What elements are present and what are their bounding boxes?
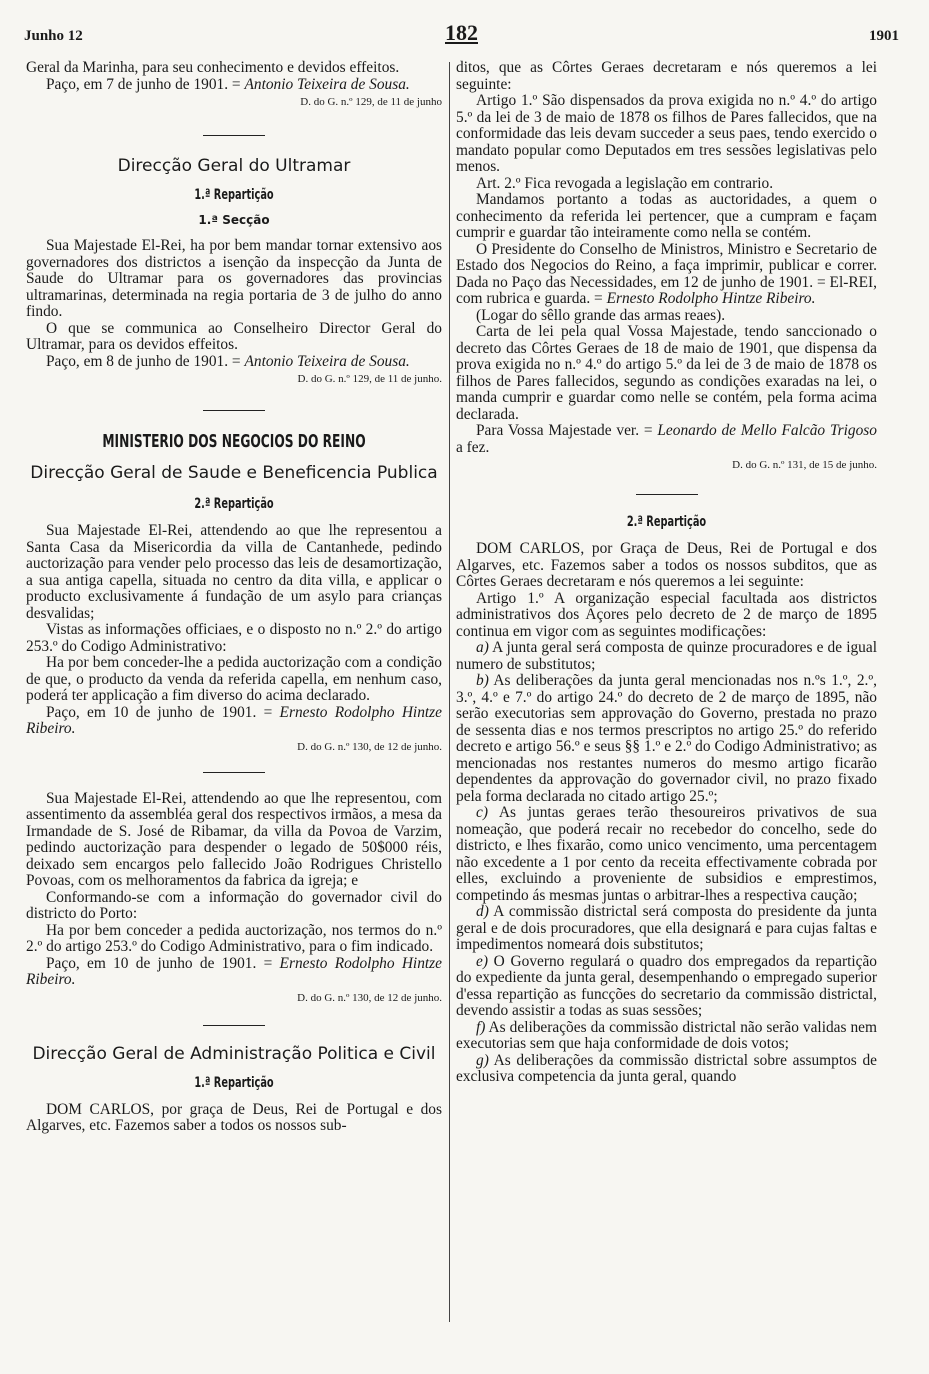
page-number: 182 xyxy=(445,20,478,45)
section-heading: Direcção Geral de Saude e Beneficencia Publica xyxy=(30,463,438,483)
date-line: Paço, em 8 de junho de 1901. = Antonio Teixeira de Sousa. xyxy=(46,352,410,370)
article: Artigo 1.º A organização especial facultada aos districtos administrativos dos Açores pelo decreto de 2 de março de 1895 continua em vigor com as seguintes modificações: xyxy=(456,589,877,640)
paragraph: Sua Majestade El-Rei, ha por bem mandar tornar extensivo aos governadores dos districtos a isenção da inspecção da Junta de Saude do Ultramar para os governadores das provincias ultramarinas, determinada na regia portaria de 3 de julho do anno findo. xyxy=(26,237,442,320)
article: Artigo 1.º São dispensados da prova exigida no n.º 4.º do artigo 5.º da lei de 3 de maio de 1878 os filhos de Pares fallecidos, que na conformidade das leis devam succeder a seus paes, tendo exercido o mandato popular como Deputados em tres sessões legislativas pelo menos. xyxy=(456,92,877,175)
source-note: D. do G. n.º 129, de 11 de junho xyxy=(300,96,442,108)
subsection-heading: 2.ª Repartição xyxy=(194,496,274,512)
paragraph: O Presidente do Conselho de Ministros, Ministro e Secretario de Estado dos Negocios do Reino, a faça imprimir, publicar e correr. Dada no Paço das Necessidades, em 12 de junho de 1901. = El-REI, com rubrica e guarda. = Ernesto Rodolpho Hintze Ribeiro. xyxy=(456,240,877,307)
paragraph: DOM CARLOS, por Graça de Deus, Rei de Portugal e dos Algarves, etc. Fazemos saber a todos os nossos subditos, que as Côrtes Geraes decretaram e nós queremos a lei seguinte: xyxy=(456,540,877,590)
signature: Antonio Teixeira de Sousa. xyxy=(244,352,410,370)
date-line: Paço, em 10 de junho de 1901. = Ernesto Rodolpho Hintze Ribeiro. xyxy=(26,954,442,988)
clause: e) O Governo regulará o quadro dos empregados da repartição do expediente da junta geral, desempenhando o empregado superior d'essa repartição as funcções do secretario da commissão districtal, devendo assistir a todas as suas sessões; xyxy=(456,952,877,1019)
left-column xyxy=(26,60,442,1135)
paragraph: Vistas as informações officiaes, e o disposto no n.º 2.º do artigo 253.º do Codigo Administrativo: xyxy=(26,621,442,655)
page-header xyxy=(24,20,899,50)
paragraph: ditos, que as Côrtes Geraes decretaram e nós queremos a lei seguinte: xyxy=(456,59,877,93)
date-line: Paço, em 7 de junho de 1901. = Antonio Teixeira de Sousa. xyxy=(46,75,410,93)
source-note: D. do G. n.º 130, de 12 de junho. xyxy=(297,740,442,753)
paragraph: Ha por bem conceder-lhe a pedida auctorização com a condição de que, o producto da venda da referida capella, em nenhum caso, poderá ter applicação a fim diverso do acima declarado. xyxy=(26,654,442,704)
subsection-heading: 1.ª Secção xyxy=(198,213,270,227)
signature: Ernesto Rodolpho Hintze Ribeiro. xyxy=(606,290,816,307)
paragraph: Conformando-se com a informação do governador civil do districto do Porto: xyxy=(26,888,442,922)
subsection-heading: 1.ª Repartição xyxy=(194,1074,274,1091)
clause: d) A commissão districtal será composta do presidente da junta geral e de dois procuradores, que ella designará e para cujas faltas e impedimentos nomeará dois substitutos; xyxy=(456,903,877,953)
clause: g) As deliberações da commissão districtal sobre assumptos de exclusiva competencia da junta geral, quando xyxy=(456,1051,877,1085)
signature: Leonardo de Mello Falcão Trigoso xyxy=(657,422,877,439)
section-heading: Direcção Geral do Ultramar xyxy=(117,156,351,176)
section-heading: Direcção Geral de Administração Politica e Civil xyxy=(32,1043,436,1064)
paragraph: Carta de lei pela qual Vossa Majestade, tendo sanccionado o decreto das Côrtes Geraes de 18 de maio de 1901, que dispensa da prova exigida no n.º 4.º do artigo 5.º da lei de 3 de maio de 1878 os filhos de Pares fallecidos, segundo as condições exaradas na lei, o manda cumprir e guardar como nelle se contém, pela forma acima declarada. xyxy=(456,323,877,423)
signature: Antonio Teixeira de Sousa. xyxy=(244,75,410,93)
clause: b) As deliberações da junta geral mencionadas nos n.ºs 1.º, 2.º, 3.º, 4.º e 7.º do artigo 24.º do decreto de 2 de março de 1895, não serão executorias sem approvação do Governo, prestada no prazo de sessenta dias e nos termos prescriptos no artigo 25.º do referido decreto e artigo 56.º e seus §§ 1.º e 2.º do Codigo Administrativo; as mencionadas nos restantes numeros do mesmo artigo ficarão dependentes da approvação do governador civil, no prazo fixado pela forma declarada no citado artigo 25.º; xyxy=(456,672,877,805)
clause: a) A junta geral será composta de quinze procuradores e de igual numero de substitutos; xyxy=(456,639,877,673)
paragraph: Sua Majestade El-Rei, attendendo ao que lhe representou a Santa Casa da Misericordia da villa de Cantanhede, pedindo auctorização para vender pelo processo das leis de desamortização, a sua antiga capella, situada no centro da dita villa, e applicar o producto exclusivamente á fundação de um asylo para crianças desvalidas; xyxy=(26,522,442,622)
date-line: Paço, em 10 de junho de 1901. = Ernesto Rodolpho Hintze Ribeiro. xyxy=(26,703,442,737)
right-column xyxy=(456,60,877,1086)
source-note: D. do G. n.º 129, de 11 de junho. xyxy=(297,373,442,385)
source-note: D. do G. n.º 130, de 12 de junho. xyxy=(297,991,442,1004)
article: Art. 2.º Fica revogada a legislação em contrario. xyxy=(476,174,774,192)
clause: f) As deliberações da commissão districtal não serão validas nem executorias sem que haja conformidade de dois votos; xyxy=(456,1018,877,1052)
paragraph: Sua Majestade El-Rei, attendendo ao que lhe representou, com assentimento da assembléa geral dos respectivos irmãos, a mesa da Irmandade de S. José de Ribamar, da villa da Povoa de Varzim, pedindo auctorização para despender o legado de 50$000 réis, deixado sem encargos pelo fallecido João Rodrigues Christello Povoas, com os melhoramentos da fabrica da igreja; e xyxy=(26,789,442,889)
paragraph: Mandamos portanto a todas as auctoridades, a quem o conhecimento da referida lei pertencer, que a cumpram e façam cumprir e guardar tão inteiramente como nella se contém. xyxy=(456,191,877,241)
clause: c) As juntas geraes terão thesoureiros privativos de sua nomeação, que poderá recair no recebedor do concelho, sede do districto, e lhes fixarão, como unico vencimento, uma percentagem não excedente a 1 por cento da receita effectivamente cobrada por elles, excluindo a proveniente de subsidios e emprestimos, competindo ás mesmas juntas o arbitrar-lhes a respectiva caução; xyxy=(456,804,877,904)
column-divider xyxy=(449,62,450,1322)
paragraph: Geral da Marinha, para seu conhecimento e devidos effeitos. xyxy=(26,59,400,76)
header-date: Junho 12 xyxy=(24,28,83,44)
paragraph: O que se communica ao Conselheiro Director Geral do Ultramar, para os devidos effeitos. xyxy=(26,319,442,353)
paragraph: DOM CARLOS, por graça de Deus, Rei de Portugal e dos Algarves, etc. Fazemos saber a todos os nossos sub- xyxy=(26,1100,442,1134)
seal-note: (Logar do sêllo grande das armas reaes). xyxy=(476,306,726,324)
ministry-heading: MINISTERIO DOS NEGOCIOS DO REINO xyxy=(102,431,366,452)
source-note: D. do G. n.º 131, de 15 de junho. xyxy=(732,459,877,471)
paragraph: Para Vossa Majestade ver. = Leonardo de Mello Falcão Trigoso a fez. xyxy=(456,422,877,456)
subsection-heading: 1.ª Repartição xyxy=(194,187,274,203)
header-year: 1901 xyxy=(869,28,899,44)
signature: Ernesto Rodolpho Hintze Ribeiro. xyxy=(26,954,442,988)
paragraph: Ha por bem conceder a pedida auctorização, nos termos do n.º 2.º do artigo 253.º do Codigo Administrativo, para o fim indicado. xyxy=(26,921,442,955)
signature: Ernesto Rodolpho Hintze Ribeiro. xyxy=(26,703,442,737)
subsection-heading: 2.ª Repartição xyxy=(626,514,707,530)
